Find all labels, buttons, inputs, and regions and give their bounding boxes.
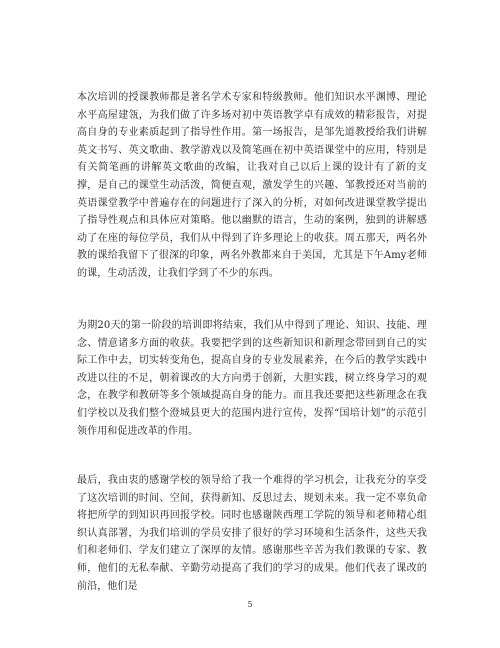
paragraph-training-teachers: 本次培训的授课教师都是著名学术专家和特级教师。他们知识水平渊博、理论水平高屋建瓴，为我们做了许多场对初中英语教学卓有成效的精彩报告，对提高自身的专业素质起到了指导性作用。第一场报告，是邹先道教授给我们讲解英文书写、英文歌曲、教学游戏以及简笔画在初中英语课堂中的应用，特别是有关简笔画的讲解英文歌曲的改编，让我对自己以后上课的设计有了新的支撑，是自己的课堂生动活泼，简便直观，激发学生的兴趣、邹教授还对当前的英语课堂教学中普遍存在的问题进行了深入的分析，对如何改进课堂教学提出了指导性观点和具体应对策略。他以幽默的语言，生动的案例，独到的讲解感动了在座的每位学员，我们从中得到了许多理论上的收获。周五那天，两名外教的课给我留下了很深的印象，两名外教都来自于美国，尤其是下午Amy老师的课，生动活泼，让我们学到了不少的东西。 — [77, 92, 427, 279]
page-number: 5 — [247, 600, 253, 609]
paragraph-acknowledgements: 最后，我由衷的感谢学校的领导给了我一个难得的学习机会，让我充分的享受了这次培训的时间、空间，获得新知、反思过去、规划未来。我一定不辜负命将把所学的到知识再回报学校。同时也感谢陕西理工学院的领导和老师精心组织认真部署，为我们培训的学员安排了很好的学习环境和生活条件，这些天我们和老师们、学友们建立了深厚的友情。感谢那些辛苦为我们教课的专家、教师，他们的无私奉献、辛勤劳动提高了我们的学习的成果。他们代表了课改的前沿，他们是 — [77, 475, 427, 592]
paragraph-first-stage-summary: 为期20天的第一阶段的培训即将结束，我们从中得到了理论、知识、技能、理念、情意诸多方面的收获。我要把学到的这些新知识和新理念带回到自己的实际工作中去，切实转变角色，提高自身的专业发展素养，在今后的教学实践中改进以往的不足，朝着课改的大方向勇于创新，大胆实践，树立终身学习的观念，在教学和教研等多个领域提高自身的能力。而且我还要把这些新理念在我们学校以及我们整个澄城县更大的范围内进行宣传，发挥“国培计划”的示范引领作用和促进改革的作用。 — [77, 320, 427, 437]
